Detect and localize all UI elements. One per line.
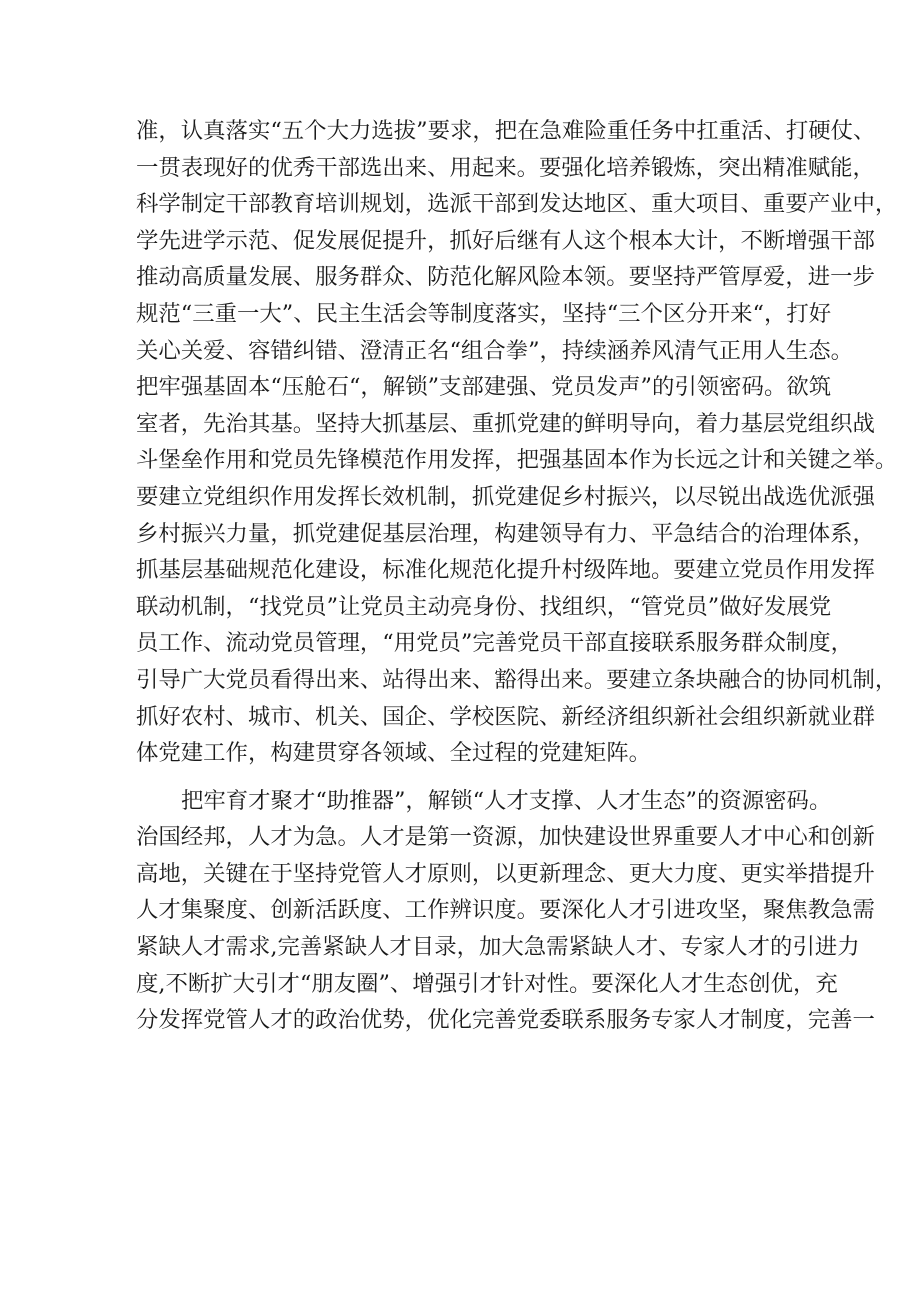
paragraph-2 bbox=[136, 783, 875, 1039]
paragraph-spacer bbox=[136, 772, 796, 783]
text-line: 规范“三重一大”、民主生活会等制度落实，坚持“三个区分开来“，打好 bbox=[136, 300, 832, 327]
text-line: 治国经邦，人才为急。人才是第一资源，加快建设世界重要人才中心和创新 bbox=[136, 824, 875, 851]
text-line: 把牢强基固本“压舱石“，解锁”支部建强、党员发声”的引领密码。欲筑 bbox=[136, 374, 832, 401]
text-line: 度,不断扩大引才“朋友圈”、增强引才针对性。要深化人才生态创优，充 bbox=[136, 970, 838, 997]
text-line: 抓基层基础规范化建设，标准化规范化提升村级阵地。要建立党员作用发挥 bbox=[136, 557, 875, 584]
text-line: 斗堡垒作用和党员先锋模范作用发挥，把强基固本作为长远之计和关键之举。 bbox=[136, 447, 898, 474]
text-line: 人才集聚度、创新活跃度、工作辨识度。要深化人才引进攻坚，聚焦教急需 bbox=[136, 897, 875, 924]
text-line: 乡村振兴力量，抓党建促基层治理，构建领导有力、平急结合的治理体系， bbox=[136, 520, 875, 547]
text-line: 一贯表现好的优秀干部选出来、用起来。要强化培养锻炼，突出精准赋能， bbox=[136, 154, 875, 181]
text-line: 要建立党组织作用发挥长效机制，抓党建促乡村振兴，以尽锐出战选优派强 bbox=[136, 483, 875, 510]
text-line: 引导广大党员看得出来、站得出来、豁得出来。要建立条块融合的协同机制， bbox=[136, 666, 898, 693]
text-line: 科学制定干部教育培训规划，选派干部到发达地区、重大项目、重要产业中， bbox=[136, 191, 898, 218]
text-line: 室者，先治其基。坚持大抓基层、重抓党建的鲜明导向，着力基层党组织战 bbox=[136, 410, 875, 437]
text-line: 推动高质量发展、服务群众、防范化解风险本领。要坚持严管厚爱，进一步 bbox=[136, 264, 875, 291]
text-line: 抓好农村、城市、机关、国企、学校医院、新经济组织新社会组织新就业群 bbox=[136, 703, 875, 730]
text-line: 高地，关键在于坚持党管人才原则，以更新理念、更大力度、更实举措提升 bbox=[136, 860, 875, 887]
text-line: 把牢育才聚才“助推器”，解锁“人才支撑、人才生态”的资源密码。 bbox=[181, 787, 832, 814]
text-line: 关心关爱、容错纠错、澄清正名“组合拳”，持续涵养风清气正用人生态。 bbox=[136, 337, 854, 364]
text-line: 联动机制，“找党员”让党员主动亮身份、找组织，“管党员”做好发展党 bbox=[136, 593, 832, 620]
body-text bbox=[136, 113, 898, 1039]
text-line: 准，认真落实“五个大力选拔”要求，把在急难险重任务中扛重活、打硬仗、 bbox=[136, 118, 876, 144]
text-line: 分发挥党管人才的政治优势，优化完善党委联系服务专家人才制度，完善一 bbox=[136, 1007, 875, 1034]
paragraph-1 bbox=[136, 113, 898, 772]
text-line: 体党建工作，构建贯穿各领域、全过程的党建矩阵。 bbox=[136, 740, 651, 767]
text-line: 学先进学示范、促发展促提升，抓好后继有人这个根本大计，不断增强干部 bbox=[136, 227, 875, 254]
text-line: 紧缺人才需求,完善紧缺人才目录，加大急需紧缺人才、专家人才的引进力 bbox=[136, 934, 860, 961]
text-line: 员工作、流动党员管理，“用党员”完善党员干部直接联系服务群众制度， bbox=[136, 630, 854, 657]
